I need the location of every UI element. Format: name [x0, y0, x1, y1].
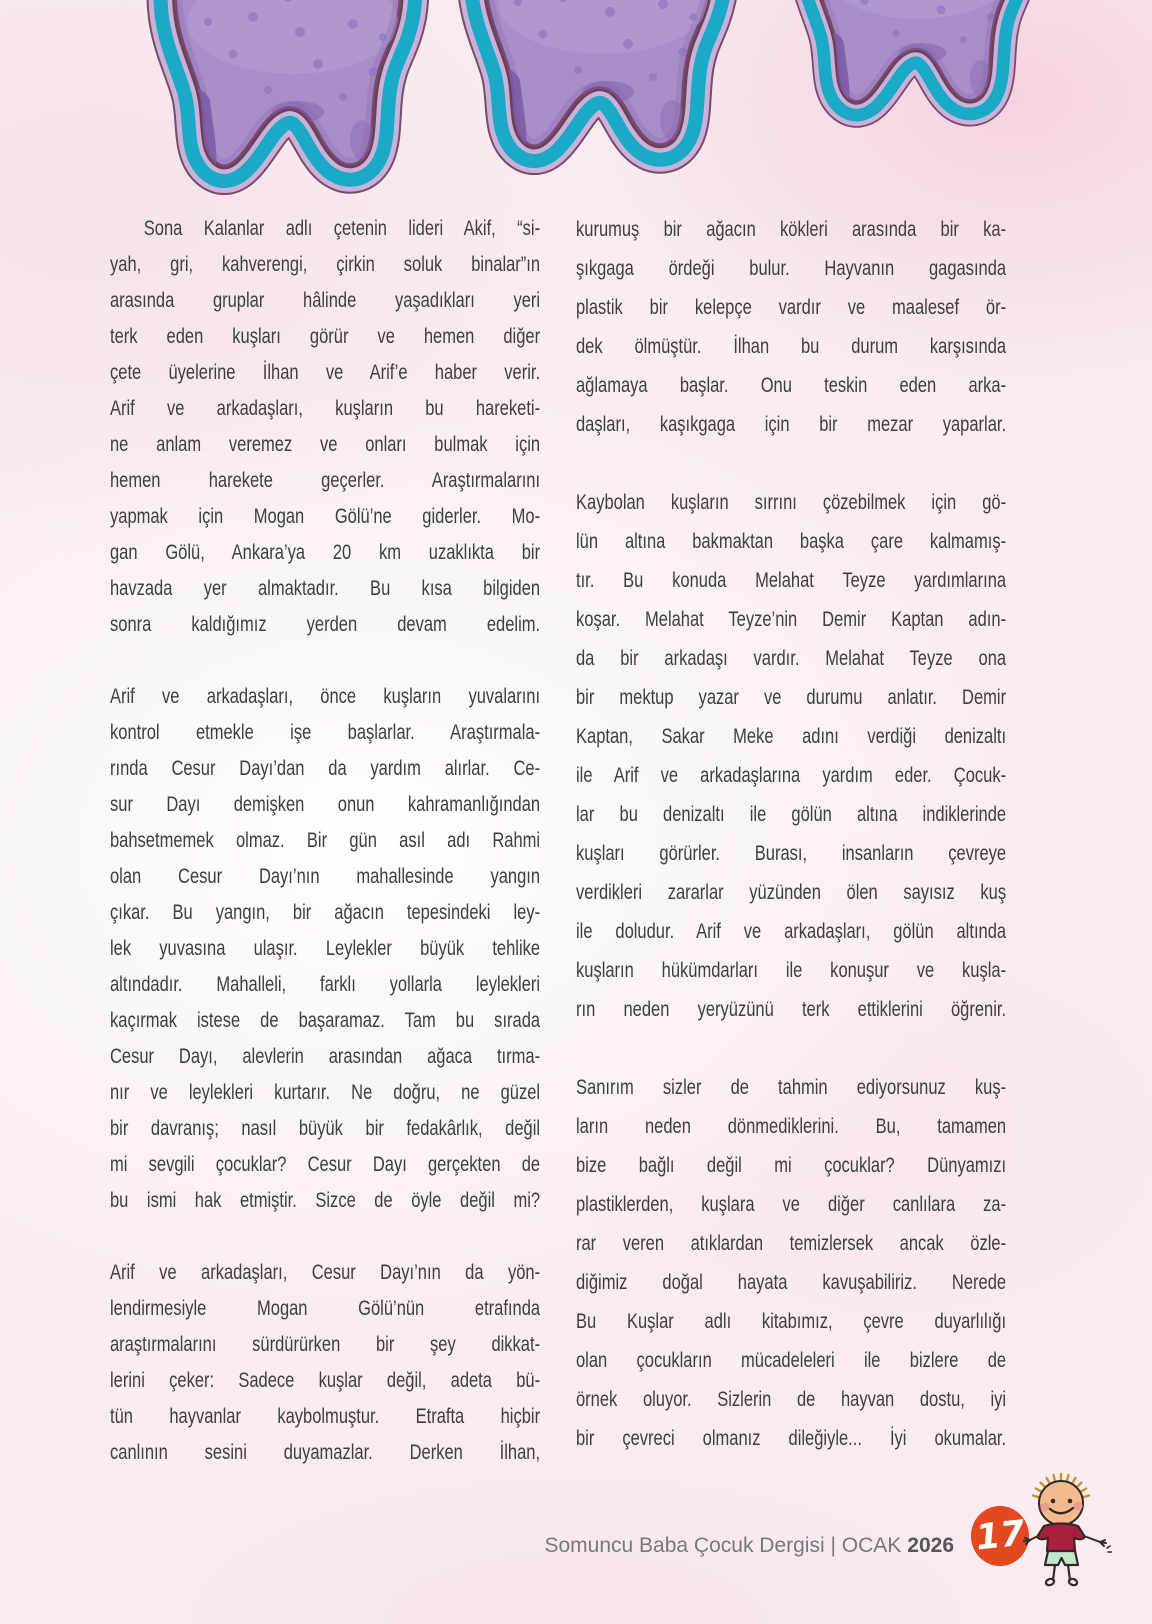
text-line: diğimiz doğal hayata kavuşabiliriz. Nerede: [576, 1270, 1007, 1294]
footer-credit: [545, 1534, 955, 1558]
text-line: ağlamaya başlar. Onu teskin eden arka-: [576, 373, 1007, 397]
text-line: Kaptan, Sakar Meke adını verdiği denizaltı: [576, 724, 1007, 748]
text-line: bir mektup yazar ve durumu anlatır. Demir: [576, 685, 1007, 709]
text-line: lar bu denizaltı ile gölün altına indiklerinde: [576, 802, 1007, 826]
text-line: havzada yer almaktadır. Bu kısa bilgiden: [110, 576, 541, 600]
text-line: Arif ve arkadaşları, önce kuşların yuvalarını: [110, 684, 541, 708]
text-line: Arif ve arkadaşları, Cesur Dayı’nın da yön-: [110, 1260, 541, 1284]
text-line: olan Cesur Dayı’nın mahallesinde yangın: [110, 864, 541, 888]
text-line: ile Arif ve arkadaşlarına yardım eder. Çocuk-: [576, 763, 1007, 787]
journal-year: 2026: [907, 1534, 954, 1557]
text-line: altındadır. Mahalleli, farklı yollarla leylekleri: [110, 972, 541, 996]
text-line: koşar. Melahat Teyze’nin Demir Kaptan adın-: [576, 607, 1007, 631]
text-line: tün hayvanlar kaybolmuştur. Etrafta hiçbir: [110, 1404, 541, 1428]
text-line: bu ismi hak etmiştir. Sizce de öyle değil mi?: [110, 1188, 541, 1212]
text-line: plastik bir kelepçe vardır ve maalesef ör-: [576, 295, 1007, 319]
text-line: Kaybolan kuşların sırrını çözebilmek için gö-: [576, 490, 1007, 514]
paragraph: [110, 1254, 540, 1470]
text-line: rında Cesur Dayı’dan da yardım alırlar. Ce-: [110, 756, 541, 780]
text-line: sur Dayı demişken onun kahramanlığından: [110, 792, 541, 816]
journal-name: Somuncu Baba Çocuk Dergisi | OCAK: [544, 1534, 902, 1557]
text-line: nır ve leylekleri kurtarır. Ne doğru, ne güzel: [110, 1080, 541, 1104]
text-line: rar veren atıklardan temizlersek ancak özle-: [576, 1231, 1007, 1255]
paragraph: [110, 210, 540, 642]
text-line: Cesur Dayı, alevlerin arasından ağaca tırma-: [110, 1044, 541, 1068]
text-line: hemen harekete geçerler. Araştırmalarını: [110, 468, 541, 492]
text-line: kaçırmak istese de başaramaz. Tam bu sırada: [110, 1008, 541, 1032]
text-line: bahsetmemek olmaz. Bir gün asıl adı Rahmi: [110, 828, 541, 852]
text-line: çete üyelerine İlhan ve Arif’e haber verir.: [110, 360, 541, 384]
text-line: ların neden dönmediklerini. Bu, tamamen: [576, 1114, 1007, 1138]
text-line: sonra kaldığımız yerden devam edelim.: [110, 612, 541, 636]
text-line: tır. Bu konuda Melahat Teyze yardımlarına: [576, 568, 1007, 592]
text-line: ne anlam veremez ve onları bulmak için: [110, 432, 541, 456]
text-line: yapmak için Mogan Gölü’ne giderler. Mo-: [110, 504, 541, 528]
text-line: verdikleri zararlar yüzünden ölen sayısız kuş: [576, 880, 1007, 904]
text-line: yah, gri, kahverengi, çirkin soluk binalar”ın: [110, 252, 541, 276]
paragraph: [576, 210, 1006, 444]
text-line: lerini çeker: Sadece kuşlar değil, adeta bü-: [110, 1368, 541, 1392]
text-line: Arif ve arkadaşları, kuşların bu hareketi-: [110, 396, 541, 420]
paragraph: [110, 678, 540, 1218]
text-line: lendirmesiyle Mogan Gölü’nün etrafında: [110, 1296, 541, 1320]
text-line: araştırmalarını sürdürürken bir şey dikkat-: [110, 1332, 541, 1356]
text-line: kuşların hükümdarları ile konuşur ve kuşla-: [576, 958, 1007, 982]
text-line: canlının sesini duyamazlar. Derken İlhan,: [110, 1440, 541, 1464]
text-line: olan çocukların mücadeleleri ile bizlere de: [576, 1348, 1007, 1372]
text-line: arasında gruplar hâlinde yaşadıkları yeri: [110, 288, 541, 312]
text-line: gan Gölü, Ankara’ya 20 km uzaklıkta bir: [110, 540, 541, 564]
text-line: da bir arkadaşı vardır. Melahat Teyze ona: [576, 646, 1007, 670]
text-line: kuşları görürler. Burası, insanların çevreye: [576, 841, 1007, 865]
text-line: terk eden kuşları görür ve hemen diğer: [110, 324, 541, 348]
page-number: 17: [973, 1513, 1027, 1559]
text-line: rın neden yeryüzünü terk ettiklerini öğrenir.: [576, 997, 1007, 1021]
text-line: kurumuş bir ağacın kökleri arasında bir ka-: [576, 217, 1007, 241]
text-line: Sona Kalanlar adlı çetenin lideri Akif, “si-: [143, 216, 541, 240]
text-line: dek ölmüştür. İlhan bu durum karşısında: [576, 334, 1007, 358]
text-line: bir davranış; nasıl büyük bir fedakârlık, değil: [110, 1116, 541, 1140]
text-line: kontrol etmekle işe başlarlar. Araştırmala-: [110, 720, 541, 744]
text-line: şıkgaga ördeği bulur. Hayvanın gagasında: [576, 256, 1007, 280]
text-line: bir çevreci olmanız dileğiyle... İyi okumalar.: [576, 1426, 1007, 1450]
text-line: Bu Kuşlar adlı kitabımız, çevre duyarlılığı: [576, 1309, 1007, 1333]
text-line: lek yuvasına ulaşır. Leylekler büyük tehlike: [110, 936, 541, 960]
child-illustration: [1008, 1472, 1112, 1590]
text-line: daşları, kaşıkgaga için bir mezar yaparlar.: [576, 412, 1007, 436]
text-line: Sanırım sizler de tahmin ediyorsunuz kuş-: [576, 1075, 1007, 1099]
text-line: ile doludur. Arif ve arkadaşları, gölün altında: [576, 919, 1007, 943]
text-line: çıkar. Bu yangın, bir ağacın tepesindeki ley-: [110, 900, 541, 924]
article-column-right: [576, 210, 1006, 1458]
text-line: bize bağlı değil mi çocuklar? Dünyamızı: [576, 1153, 1007, 1177]
text-line: mi sevgili çocuklar? Cesur Dayı gerçekten de: [110, 1152, 541, 1176]
text-line: lün altına bakmaktan başka çare kalmamış-: [576, 529, 1007, 553]
text-line: örnek oluyor. Sizlerin de hayvan dostu, iyi: [576, 1387, 1007, 1411]
text-line: plastiklerden, kuşlara ve diğer canlılara za-: [576, 1192, 1007, 1216]
article-column-left: [110, 210, 540, 1470]
paragraph: [576, 483, 1006, 1029]
paragraph: [576, 1068, 1006, 1458]
